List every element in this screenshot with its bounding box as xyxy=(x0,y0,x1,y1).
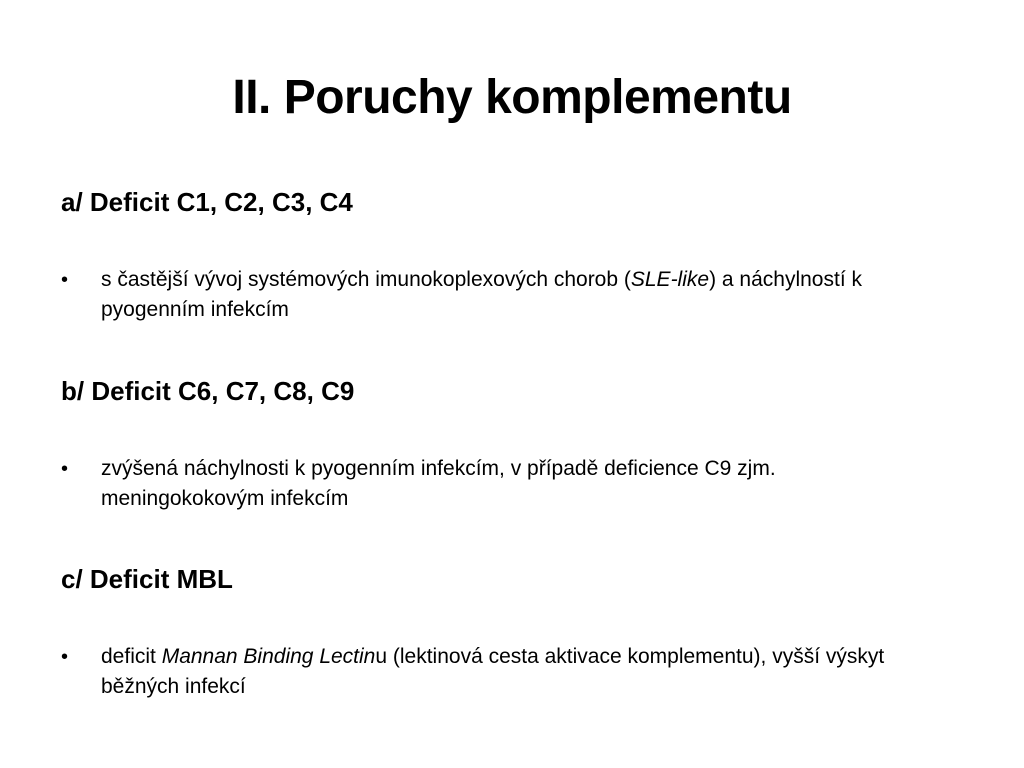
section-c-bullet-text xyxy=(101,642,941,702)
section-a-text-italic: SLE-like xyxy=(630,268,710,291)
section-c-text-part2: u (lektinová cesta aktivace komplementu), vyšší výskyt běžných infekcí xyxy=(101,645,885,698)
section-c-text-part1: deficit xyxy=(101,645,162,668)
section-c-heading: c/ Deficit MBL xyxy=(61,564,233,594)
section-c-text-italic: Mannan Binding Lectin xyxy=(161,645,376,668)
section-a-bullet xyxy=(61,265,941,325)
section-a-heading: a/ Deficit C1, C2, C3, C4 xyxy=(61,187,353,217)
bullet-icon: • xyxy=(61,458,69,480)
slide-title: II. Poruchy komplementu xyxy=(232,71,792,124)
bullet-icon: • xyxy=(61,269,69,291)
section-b-bullet-text: zvýšená náchylnosti k pyogenním infekcím, v případě deficience C9 zjm. meningokokovým infekcím xyxy=(101,457,776,510)
section-c-bullet xyxy=(61,642,941,702)
section-a-text-part1: s častější vývoj systémových imunokoplexových chorob ( xyxy=(101,268,631,291)
section-b-heading: b/ Deficit C6, C7, C8, C9 xyxy=(61,376,355,406)
section-a-bullet-text xyxy=(101,265,941,325)
section-a-text-part2: ) a náchylností k pyogenním infekcím xyxy=(101,268,862,321)
section-b-bullet xyxy=(61,454,941,514)
bullet-icon: • xyxy=(61,646,69,668)
